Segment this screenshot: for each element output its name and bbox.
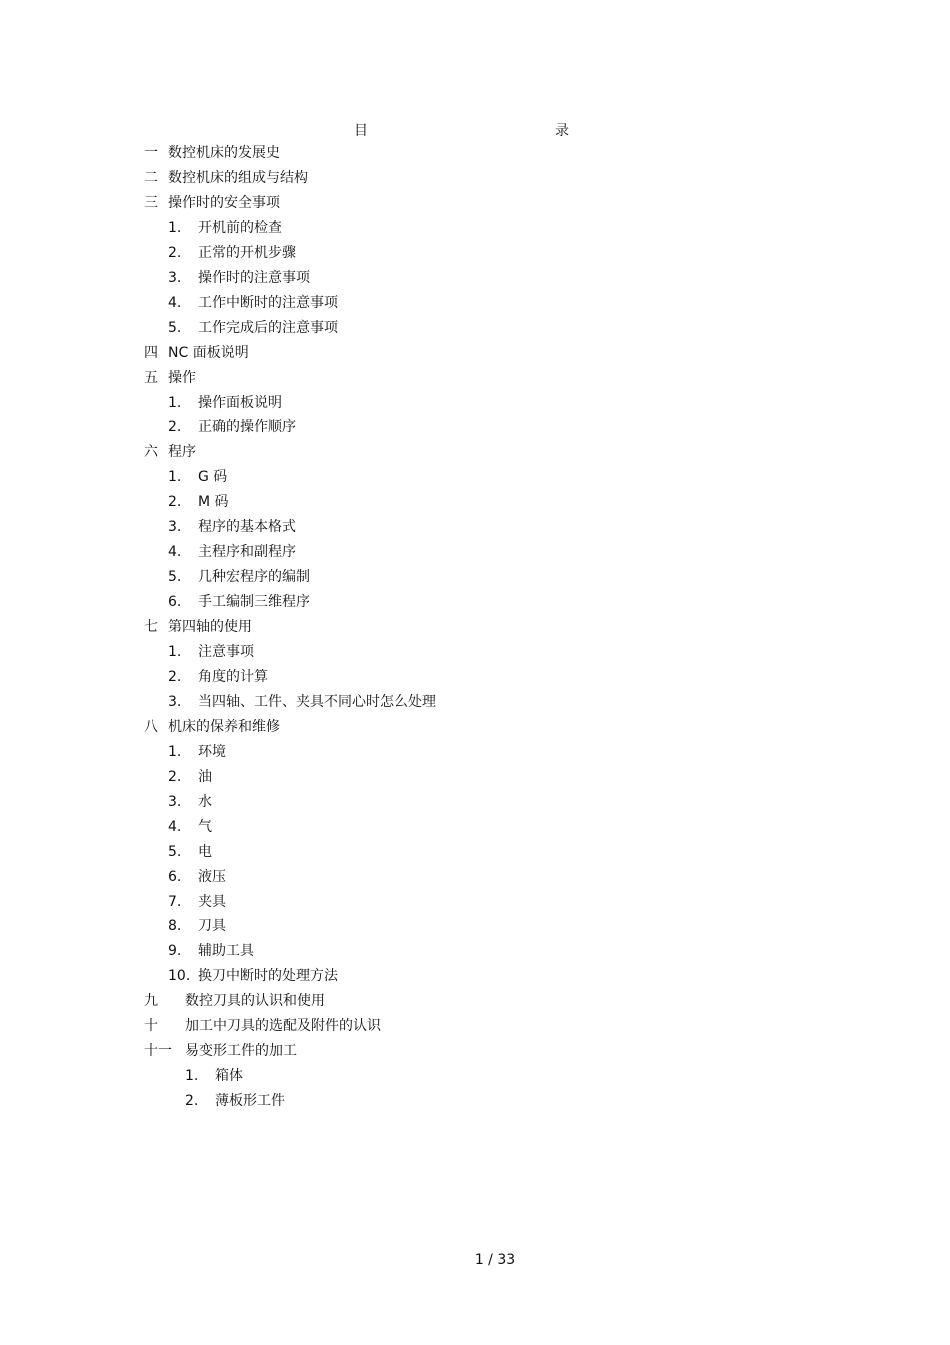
toc-entry[interactable] bbox=[0, 914, 950, 938]
toc-entry-number: 5. bbox=[168, 569, 182, 586]
toc-entry[interactable] bbox=[0, 366, 950, 390]
toc-entry[interactable] bbox=[0, 939, 950, 963]
toc-entry-title: 程序的基本格式 bbox=[198, 519, 296, 536]
toc-entry-number: 七 bbox=[144, 619, 158, 636]
toc-entry[interactable] bbox=[0, 415, 950, 439]
toc-entry-title: 箱体 bbox=[215, 1068, 243, 1085]
toc-entry[interactable] bbox=[0, 1014, 950, 1038]
toc-entry-title: 换刀中断时的处理方法 bbox=[198, 968, 338, 985]
toc-entry-number: 4. bbox=[168, 294, 182, 311]
toc-entry[interactable] bbox=[0, 216, 950, 240]
toc-entry-title: 薄板形工件 bbox=[215, 1093, 285, 1110]
title-char-2: 录 bbox=[555, 123, 569, 139]
toc-entry-title: 液压 bbox=[198, 868, 226, 885]
toc-entry[interactable] bbox=[0, 715, 950, 739]
toc-entry-title: 程序 bbox=[168, 444, 196, 461]
toc-entry-number: 3. bbox=[168, 793, 182, 810]
toc-entry-number: 3. bbox=[168, 519, 182, 536]
toc-entry-title: 手工编制三维程序 bbox=[198, 594, 310, 611]
toc-entry-number: 一 bbox=[144, 145, 158, 161]
toc-entry-title: G 码 bbox=[198, 469, 228, 486]
title-char-1: 目 bbox=[354, 123, 368, 139]
toc-entry-number: 2. bbox=[168, 419, 182, 436]
toc-entry-number: 6. bbox=[168, 868, 182, 885]
toc-entry-number: 1. bbox=[185, 1068, 199, 1085]
toc-entry[interactable] bbox=[0, 515, 950, 539]
toc-entry-title: 加工中刀具的选配及附件的认识 bbox=[185, 1018, 381, 1035]
toc-entry[interactable] bbox=[0, 665, 950, 689]
toc-entry-number: 8. bbox=[168, 918, 182, 935]
toc-entry-number: 2. bbox=[168, 494, 182, 511]
toc-entry-number: 9. bbox=[168, 943, 182, 960]
toc-entry[interactable] bbox=[0, 241, 950, 265]
toc-entry-number: 4. bbox=[168, 544, 182, 561]
toc-entry[interactable] bbox=[0, 490, 950, 514]
toc-entry-number: 10. bbox=[168, 968, 191, 985]
toc-entry-title: 数控机床的组成与结构 bbox=[168, 169, 308, 186]
toc-entry-number: 3. bbox=[168, 693, 182, 710]
toc-entry-number: 5. bbox=[168, 319, 182, 336]
toc-entry[interactable] bbox=[0, 840, 950, 864]
toc-entry[interactable] bbox=[0, 291, 950, 315]
toc-entry-title: 气 bbox=[198, 818, 212, 835]
toc-entry-number: 7. bbox=[168, 893, 182, 910]
toc-entry[interactable] bbox=[0, 815, 950, 839]
toc-entry-number: 1. bbox=[168, 469, 182, 486]
toc-entry[interactable] bbox=[0, 615, 950, 639]
toc-entry-title: 注意事项 bbox=[198, 644, 254, 660]
toc-entry-title: NC 面板说明 bbox=[168, 344, 249, 361]
toc-entry-title: 工作中断时的注意事项 bbox=[198, 294, 338, 311]
toc-entry[interactable] bbox=[0, 316, 950, 340]
toc-entry-title: 辅助工具 bbox=[198, 943, 254, 960]
toc-entry-title: 电 bbox=[198, 843, 212, 860]
page-title bbox=[0, 120, 950, 140]
toc-entry[interactable] bbox=[0, 191, 950, 215]
toc-entry-number: 二 bbox=[144, 169, 158, 186]
toc-entry[interactable] bbox=[0, 890, 950, 914]
toc-entry[interactable] bbox=[0, 590, 950, 614]
toc-entry-title: 操作面板说明 bbox=[198, 394, 282, 411]
toc-entry[interactable] bbox=[0, 391, 950, 415]
toc-entry-number: 2. bbox=[168, 768, 182, 785]
toc-entry[interactable] bbox=[0, 865, 950, 889]
toc-entry-title: 机床的保养和维修 bbox=[168, 718, 280, 735]
toc-entry-number: 五 bbox=[144, 369, 158, 386]
toc-entry-number: 1. bbox=[168, 644, 182, 660]
toc-entry-title: 操作时的安全事项 bbox=[168, 194, 280, 211]
toc-entry-number: 十 bbox=[144, 1018, 158, 1035]
toc-entry[interactable] bbox=[0, 690, 950, 714]
toc-entry-number: 2. bbox=[168, 668, 182, 685]
toc-entry[interactable] bbox=[0, 989, 950, 1013]
toc-entry[interactable] bbox=[0, 1089, 950, 1113]
toc-entry-title: 数控机床的发展史 bbox=[168, 145, 280, 161]
toc-entry-title: 水 bbox=[198, 793, 212, 810]
toc-entry[interactable] bbox=[0, 266, 950, 290]
toc-entry-number: 十一 bbox=[144, 1043, 172, 1060]
toc-entry[interactable] bbox=[0, 341, 950, 365]
page-number bbox=[0, 1250, 950, 1270]
toc-entry-number: 四 bbox=[144, 344, 158, 361]
toc-entry[interactable] bbox=[0, 740, 950, 764]
toc-entry[interactable] bbox=[0, 765, 950, 789]
toc-entry-title: 操作时的注意事项 bbox=[198, 269, 310, 286]
toc-entry-title: 角度的计算 bbox=[198, 668, 268, 685]
toc-entry-title: 第四轴的使用 bbox=[168, 619, 252, 636]
toc-entry-number: 5. bbox=[168, 843, 182, 860]
toc-entry-title: 主程序和副程序 bbox=[198, 544, 296, 561]
toc-entry-title: 环境 bbox=[198, 743, 226, 760]
toc-entry[interactable] bbox=[0, 1039, 950, 1063]
toc-entry-number: 九 bbox=[144, 993, 158, 1010]
toc-entry-title: 刀具 bbox=[198, 918, 226, 935]
toc-entry-number: 三 bbox=[144, 194, 158, 211]
toc-entry-title: 夹具 bbox=[198, 893, 226, 910]
toc-entry-number: 4. bbox=[168, 818, 182, 835]
toc-entry-number: 2. bbox=[168, 244, 182, 261]
toc-entry-title: 当四轴、工件、夹具不同心时怎么处理 bbox=[198, 693, 436, 710]
toc-entry[interactable] bbox=[0, 1064, 950, 1088]
toc-entry-title: 工作完成后的注意事项 bbox=[198, 319, 338, 336]
toc-entry[interactable] bbox=[0, 166, 950, 190]
toc-entry[interactable] bbox=[0, 540, 950, 564]
toc-entry-title: 数控刀具的认识和使用 bbox=[185, 993, 325, 1010]
toc-entry[interactable] bbox=[0, 440, 950, 464]
toc-entry-title: M 码 bbox=[198, 494, 229, 511]
toc-entry-number: 6. bbox=[168, 594, 182, 611]
toc-entry[interactable] bbox=[0, 141, 950, 165]
toc-entry-number: 八 bbox=[144, 718, 158, 735]
toc-entry[interactable] bbox=[0, 640, 950, 664]
toc-entry-title: 正确的操作顺序 bbox=[198, 419, 296, 436]
toc-entry-number: 1. bbox=[168, 394, 182, 411]
toc-entry-number: 六 bbox=[144, 444, 158, 461]
page-number-label: 1 / 33 bbox=[474, 1252, 516, 1268]
toc-entry[interactable] bbox=[0, 465, 950, 489]
toc-entry-title: 油 bbox=[198, 768, 212, 785]
toc-entry-number: 1. bbox=[168, 743, 182, 760]
toc-entry-number: 2. bbox=[185, 1093, 199, 1110]
toc-entry-number: 3. bbox=[168, 269, 182, 286]
toc-entry-title: 正常的开机步骤 bbox=[198, 244, 296, 261]
toc-entry-title: 几种宏程序的编制 bbox=[198, 569, 310, 586]
toc-entry-number: 1. bbox=[168, 219, 182, 236]
toc-entry[interactable] bbox=[0, 964, 950, 988]
toc-entry[interactable] bbox=[0, 790, 950, 814]
toc-entry[interactable] bbox=[0, 565, 950, 589]
toc-entry-title: 操作 bbox=[168, 369, 196, 386]
toc-entry-title: 开机前的检查 bbox=[198, 219, 282, 236]
toc-entry-title: 易变形工件的加工 bbox=[185, 1043, 297, 1060]
